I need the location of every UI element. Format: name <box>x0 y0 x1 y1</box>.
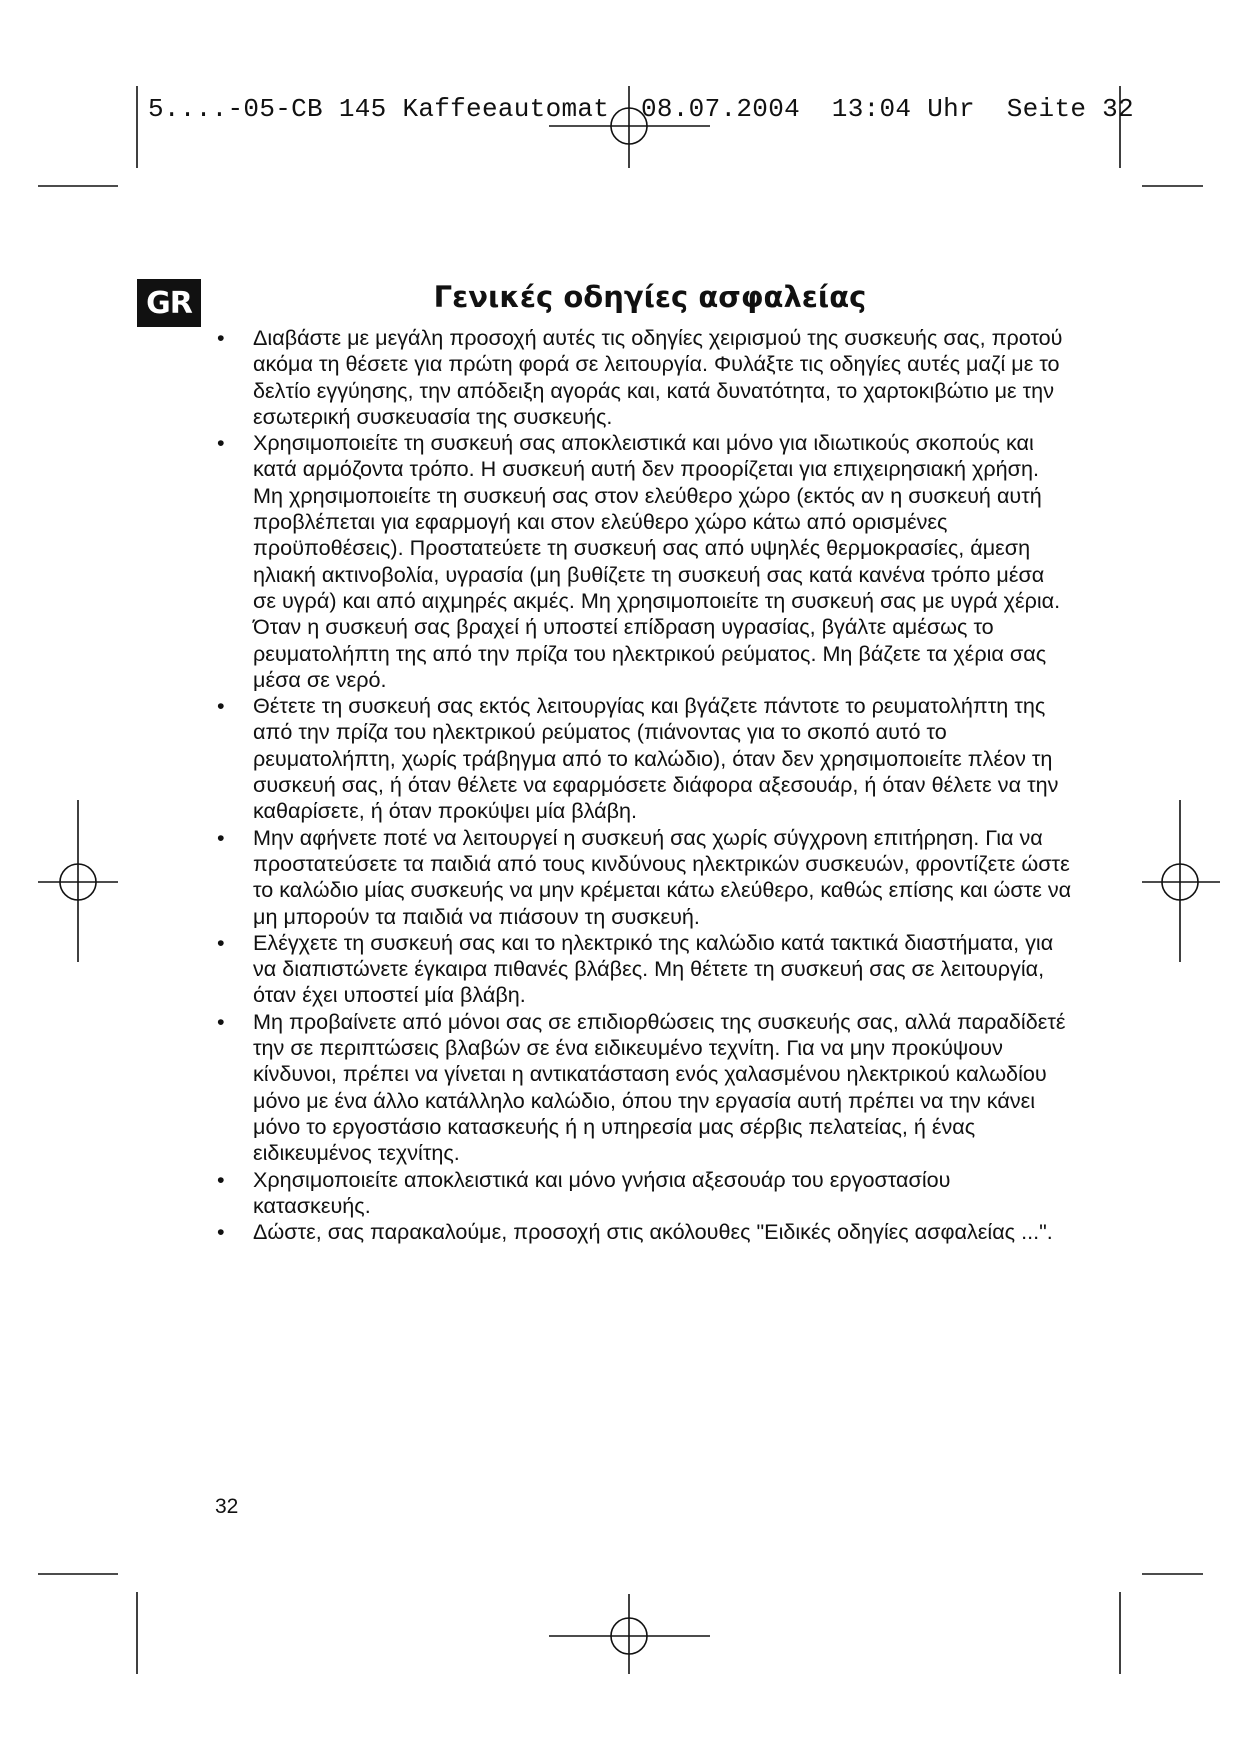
language-tab: GR <box>137 279 201 327</box>
list-item-text: • Διαβάστε με μεγάλη προσοχή αυτές τις οδηγίες χειρισμού της συσκευής σας, προτού ακόμα τη θέσετε για πρώτη φορά σε λειτουργία. Φυλάξτε τις οδηγίες αυτές μαζί με το δελτίο εγγύησης, την απόδειξη αγοράς και, κατά δυνατότητα, το χαρτοκιβώτιο με την εσωτερική συσκευασία της συσκευής. <box>253 325 1063 429</box>
list-item <box>213 825 1073 930</box>
list-item-text: • Μη προβαίνετε από μόνοι σας σε επιδιορθώσεις της συσκευής σας, αλλά παραδίδετέ την σε περιπτώσεις βλαβών σε ένα ειδικευμένο τεχνίτη. Για να μην προκύψουν κίνδυνοι, πρέπει να γίνεται η αντικατάσταση ενός χαλασμένου ηλεκτρικού καλωδίου μόνο με ένα άλλο κατάλληλο καλώδιο, όπου την εργασία αυτή πρέπει να την κάνει μόνο το εργοστάσιο κατασκευής ή η υπηρεσία μας σέρβις πελατείας, ή ένας ειδικευμένος τεχνίτης. <box>253 1008 1066 1166</box>
list-item <box>213 430 1073 693</box>
list-item <box>213 325 1073 430</box>
list-item-text: • Θέτετε τη συσκευή σας εκτός λειτουργίας και βγάζετε πάντοτε το ρευματολήπτη της από την πρίζα του ηλεκτρικού ρεύματος (πιάνοντας για το σκοπό αυτό το ρευματολήπτη, χωρίς τράβηγμα από το καλώδιο), όταν δεν χρησιμοποιείτε πλέον τη συσκευή σας, ή όταν θέλετε να εφαρμόσετε διάφορα αξεσουάρ, ή όταν θέλετε να την καθαρίσετε, ή όταν προκύψει μία βλάβη. <box>253 693 1059 824</box>
list-item <box>213 693 1073 824</box>
list-item <box>213 1167 1073 1220</box>
list-item-text: • Χρησιμοποιείτε αποκλειστικά και μόνο γνήσια αξεσουάρ του εργοστασίου κατασκευής. <box>253 1166 951 1218</box>
list-item <box>213 1009 1073 1167</box>
list-item-text: • Μην αφήνετε ποτέ να λειτουργεί η συσκευή σας χωρίς σύγχρονη επιτήρηση. Για να προστατεύσετε τα παιδιά από τους κινδύνους ηλεκτρικών συσκευών, φροντίζετε ώστε το καλώδιο μίας συσκευής να μην κρέμεται κάτω ελεύθερο, καθώς επίσης και ώστε να μη μπορούν τα παιδιά να πιάσουν τη συσκευή. <box>253 824 1072 929</box>
list-item-text: • Χρησιμοποιείτε τη συσκευή σας αποκλειστικά και μόνο για ιδιωτικούς σκοπούς και κατά αρμόζοντα τρόπο. Η συσκευή αυτή δεν προορίζεται για επιχειρησιακή χρήση. Μη χρησιμοποιείτε τη συσκευή σας στον ελεύθερο χώρο (εκτός αν η συσκευή αυτή προβλέπεται για εφαρμογή και στον ελεύθερο χώρο κάτω από ορισμένες προϋποθέσεις). Προστατεύετε τη συσκευή σας από υψηλές θερμοκρασίες, άμεση ηλιακή ακτινοβολία, υγρασία (μη βυθίζετε τη συσκευή σας κατά κανένα τρόπο μέσα σε υγρά) και από αιχμηρές ακμές. Μη χρησιμοποιείτε τη συσκευή σας με υγρά χέρια. Όταν η συσκευή σας βραχεί ή υποστεί επίδραση υγρασίας, βγάλτε αμέσως το ρευματολήπτη της από την πρίζα του ηλεκτρικού ρεύματος. Μη βάζετε τα χέρια σας μέσα σε νερό. <box>253 430 1061 692</box>
list-item-text: • Δώστε, σας παρακαλούμε, προσοχή στις ακόλουθες "Ειδικές οδηγίες ασφαλείας ...". <box>253 1219 1053 1245</box>
safety-instructions-list <box>213 325 1073 1245</box>
page-number: 32 <box>215 1495 239 1518</box>
print-slug-header: 5....-05-CB 145 Kaffeeautomat 08.07.2004 13:04 Uhr Seite 32 <box>148 94 1134 124</box>
page-title: Γενικές οδηγίες ασφαλείας <box>433 280 867 314</box>
list-item <box>213 1219 1073 1245</box>
list-item <box>213 930 1073 1009</box>
list-item-text: • Ελέγχετε τη συσκευή σας και το ηλεκτρικό της καλώδιο κατά τακτικά διαστήματα, για να διαπιστώνετε έγκαιρα πιθανές βλάβες. Μη θέτετε τη συσκευή σας σε λειτουργία, όταν έχει υποστεί μία βλάβη. <box>253 929 1054 1008</box>
